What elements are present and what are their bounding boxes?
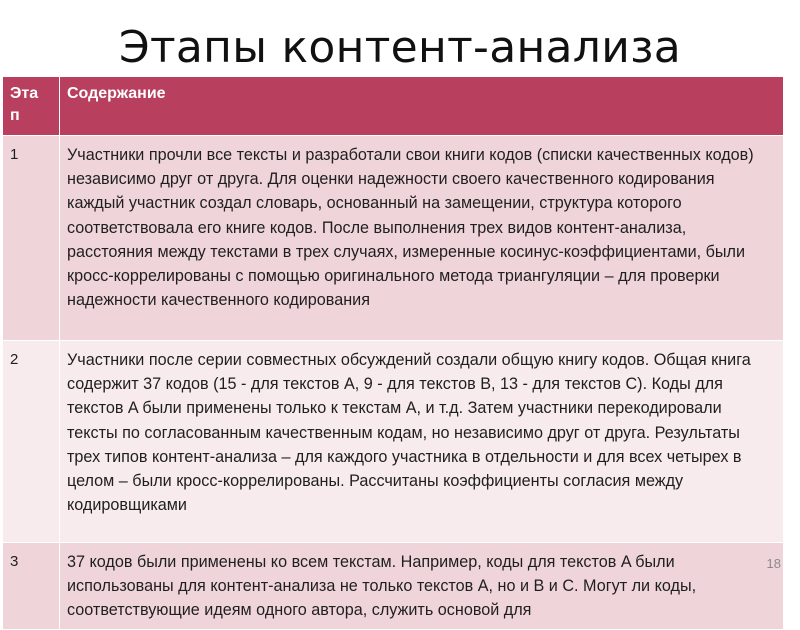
- stage-number: 2: [3, 341, 60, 543]
- slide-title: Этапы контент-анализа: [118, 22, 682, 73]
- stage-content: Участники после серии совместных обсуждений создали общую книгу кодов. Общая книга содержит 37 кодов (15 - для текстов A, 9 - для текстов B, 13 - для текстов C). Коды для текстов A были применены только к текстам A, и т.д. Затем участники перекодировали тексты по согласованным качественным кодам, но независимо друг от друга. Результаты трех типов контент-анализа – для каждого участника в отдельности и для всех четырех в целом – были кросс-коррелированы. Рассчитаны коэффициенты согласия между кодировщиками: [60, 341, 784, 543]
- stage-content: Участники прочли все тексты и разработали свои книги кодов (списки качественных кодов) независимо друг от друга. Для оценки надежности своего качественного кодирования каждый участник создал словарь, основанный на замещении, структура которого соответствовала его книге кодов. После выполнения трех видов контент-анализа, расстояния между текстами в трех случаях, измеренные косинус-коэффициентами, были кросс-коррелированы с помощью оригинального метода триангуляции – для проверки надежности качественного кодирования: [60, 136, 784, 341]
- slide-page-number: 18: [766, 556, 781, 571]
- header-stage: Эта п: [3, 77, 60, 136]
- stage-number: 1: [3, 136, 60, 341]
- table-row: [3, 341, 784, 543]
- table-row: [3, 136, 784, 341]
- stages-table: [2, 76, 784, 630]
- table-row: [3, 543, 784, 630]
- stage-number: 3: [3, 543, 60, 630]
- table-header-row: [3, 77, 784, 136]
- stage-content: 37 кодов были применены ко всем текстам. Например, коды для текстов A были использованы для контент-анализа не только текстов A, но и B и C. Могут ли коды, соответствующие идеям одного автора, служить основой для: [60, 543, 784, 630]
- header-content: Содержание: [60, 77, 784, 136]
